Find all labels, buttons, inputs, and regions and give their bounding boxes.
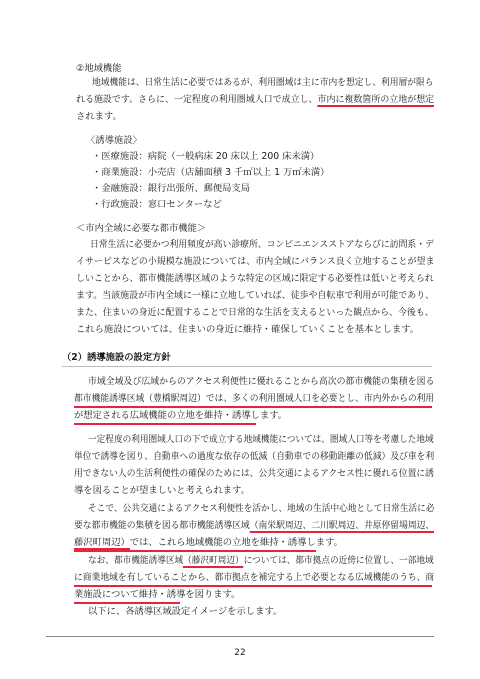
highlighted-text: （藤沢町周辺）: [183, 555, 244, 566]
text-run: なお、都市機能誘導区域: [88, 555, 184, 566]
policy-heading: （2）誘導施設の設定方針: [62, 352, 171, 363]
paragraph-line: 都市機能誘導区域（豊橋駅周辺）では、多くの利用圏域人口を必要とし、市内外からの利用: [74, 393, 435, 404]
paragraph-line: 日常生活に必要かつ利用頻度が高い診療所、コンビニエンスストアならびに訪問系・デ: [90, 239, 434, 250]
paragraph-line: これら施設については、住まいの身近に維持・確保していくことを基本とします。: [76, 324, 420, 335]
text-run: については、都市拠点の近傍に位置し、一部地域: [243, 555, 434, 566]
text-run: れる施設です。さらに、一定程度の利用圏域人口で成立し、: [76, 94, 318, 105]
highlighted-text: 藤沢町周辺）: [74, 537, 130, 548]
paragraph-line: そこで、公共交通によるアクセス利便性を活かし、地域の生活中心地として日常生活に必: [88, 503, 435, 514]
highlight-underline: [74, 550, 316, 552]
paragraph-line: 一定程度の利用圏域人口の下で成立する地域機能については、圏域人口等を考慮した地域: [88, 434, 434, 445]
facility-item: ・医療施設：病院（一般病床 20 床以上 200 床未満）: [92, 151, 320, 162]
paragraph-line: 地域機能は、日常生活に必要ではあるが、利用圏域は主に市内を想定し、利用層が限ら: [92, 77, 434, 88]
paragraph-line: 市域全域及び広域からのアクセス利便性に優れることから高次の都市機能の集積を図る: [88, 376, 435, 387]
paragraph-line: 単位で誘導を図り、自動車への過度な依存の低減（自動車での移動距離の低減）及び車を利: [74, 451, 435, 462]
paragraph-line: [76, 94, 434, 106]
paragraph-line: ます。当該施設が市内全域に一様に立地していれば、徒歩や自転車で利用が可能であり、: [76, 290, 435, 301]
highlight-underline: [74, 406, 432, 408]
footer-rule: [46, 636, 434, 637]
heading-rule: [62, 366, 432, 367]
highlighted-text: 市内に複数箇所の立地が想定: [317, 94, 435, 105]
section-heading: ②地域機能: [76, 63, 122, 74]
closing-line: 以下に、各誘導区域設定イメージを示します。: [88, 606, 283, 617]
paragraph-line: 用できない人の生活利便性の確保のためには、公共交通によるアクセス性に優れる位置に誘: [74, 468, 434, 479]
highlight-underline: [74, 602, 180, 604]
paragraph-line: [88, 555, 434, 567]
text-run: では、これら地域機能の立地を維持・誘導します。: [129, 537, 343, 548]
page-number: 22: [234, 648, 246, 658]
citywide-heading: ＜市内全域に必要な都市機能＞: [76, 223, 207, 234]
highlighted-text: （南栄駅周辺、二川駅周辺、井原停留場周辺、: [249, 520, 435, 531]
paragraph-line: 業施設について維持・誘導を図ります。: [74, 589, 241, 600]
facility-item: ・商業施設：小売店（店舗面積 3 千㎡以上 1 万㎡未満）: [92, 167, 330, 178]
paragraph-line: イサービスなどの小規模な施設については、市内全域にバランス良く立地することが望ま: [76, 256, 435, 267]
paragraph-line: [74, 520, 434, 532]
paragraph-line: また、住まいの身近に配置することで日常的な生活を支えるといった観点から、今後も、: [76, 307, 434, 318]
highlight-underline: [74, 423, 256, 425]
paragraph-line: が想定される広域機能の立地を維持・誘導します。: [74, 410, 288, 421]
text-run: 要な都市機能の集積を図る都市機能誘導区域: [74, 520, 250, 531]
facility-item: ・行政施設：窓口センターなど: [92, 199, 222, 210]
highlight-underline: [74, 585, 432, 587]
paragraph-line: 導を図ることが望ましいと考えられます。: [74, 485, 250, 496]
induce-facilities-heading: 〈誘導施設〉: [86, 135, 142, 146]
paragraph-line: されます。: [76, 111, 122, 122]
paragraph-line: [74, 537, 343, 549]
paragraph-line: しいことから、都市機能誘導区域のような特定の区域に限定する必要性は低いと考えられ: [76, 273, 434, 284]
paragraph-line: に商業地域を有していることから、都市拠点を補完する上で必要となる広域機能のうち、商: [74, 572, 435, 583]
facility-item: ・金融施設：銀行出張所、郵便局支局: [92, 183, 251, 194]
